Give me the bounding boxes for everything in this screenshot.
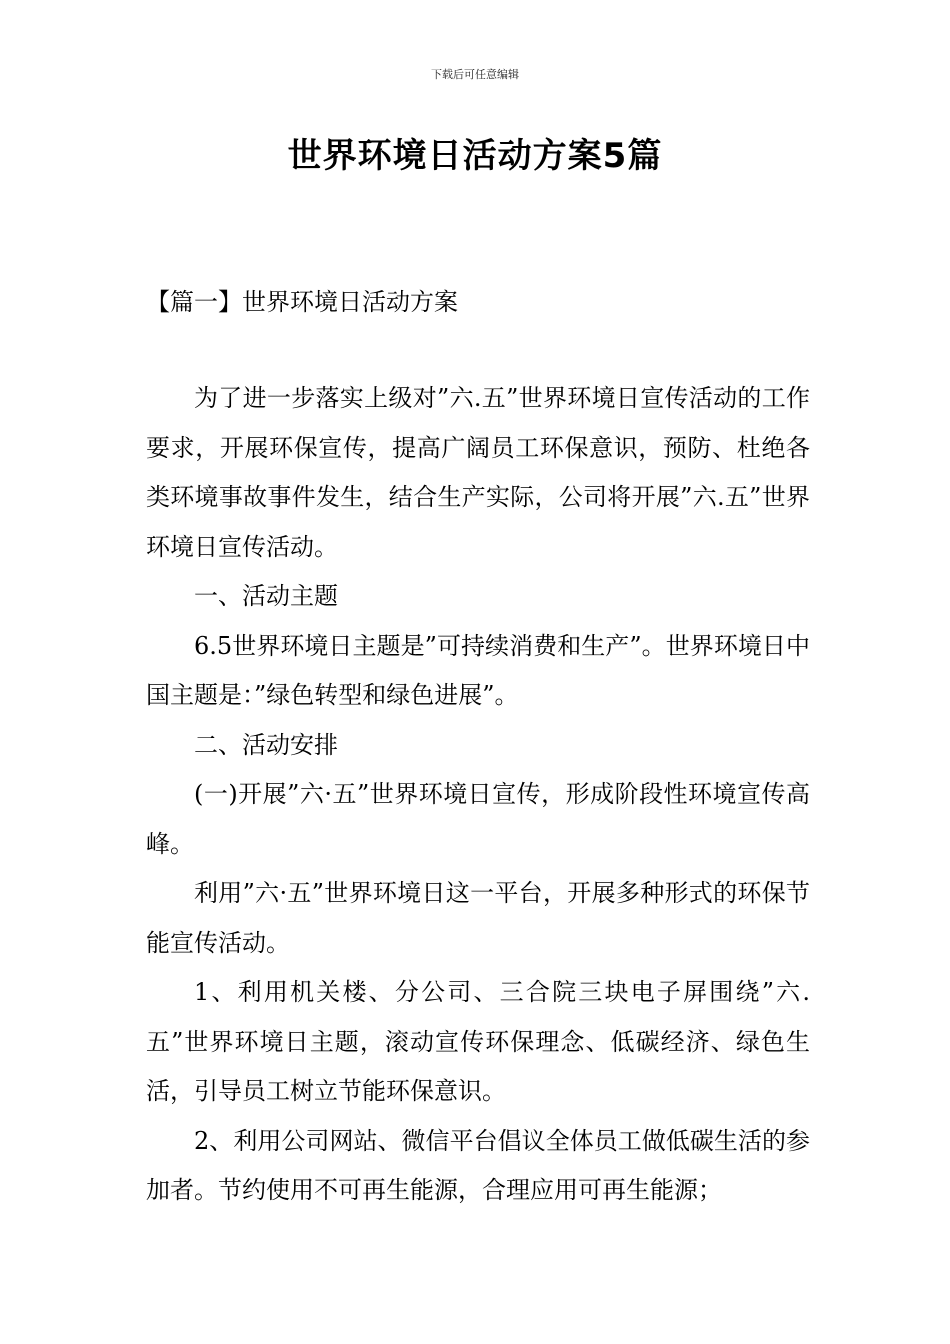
paragraph-intro: 为了进一步落实上级对”六.五”世界环境日宣传活动的工作要求，开展环保宣传，提高广阔员工环保意识，预防、杜绝各类环境事故事件发生，结合生产实际，公司将开展”六.五”世界环境日宣传活动。 bbox=[146, 384, 810, 561]
document-body bbox=[146, 374, 810, 1216]
paragraph-heading-theme: 一、活动主题 bbox=[194, 582, 338, 610]
section-heading: 【篇一】世界环境日活动方案 bbox=[146, 288, 458, 316]
paragraph-item-1: 1、利用机关楼、分公司、三合院三块电子屏围绕”六.五”世界环境日主题，滚动宣传环保理念、低碳经济、绿色生活，引导员工树立节能环保意识。 bbox=[146, 978, 810, 1105]
paragraph-theme: 6.5世界环境日主题是”可持续消费和生产”。世界环境日中国主题是：”绿色转型和绿色进展”。 bbox=[146, 631, 810, 709]
page-title: 世界环境日活动方案5篇 bbox=[287, 136, 663, 176]
paragraph-item-2: 2、利用公司网站、微信平台倡议全体员工做低碳生活的参加者。节约使用不可再生能源，合理应用可再生能源； bbox=[146, 1126, 810, 1204]
paragraph-arrangement-1: (一)开展”六·五”世界环境日宣传，形成阶段性环境宣传高峰。 bbox=[146, 780, 810, 858]
header-note: 下载后可任意编辑 bbox=[431, 68, 519, 81]
paragraph-heading-arrangement: 二、活动安排 bbox=[194, 730, 338, 759]
paragraph-platform: 利用”六·五”世界环境日这一平台，开展多种形式的环保节能宣传活动。 bbox=[146, 879, 810, 957]
